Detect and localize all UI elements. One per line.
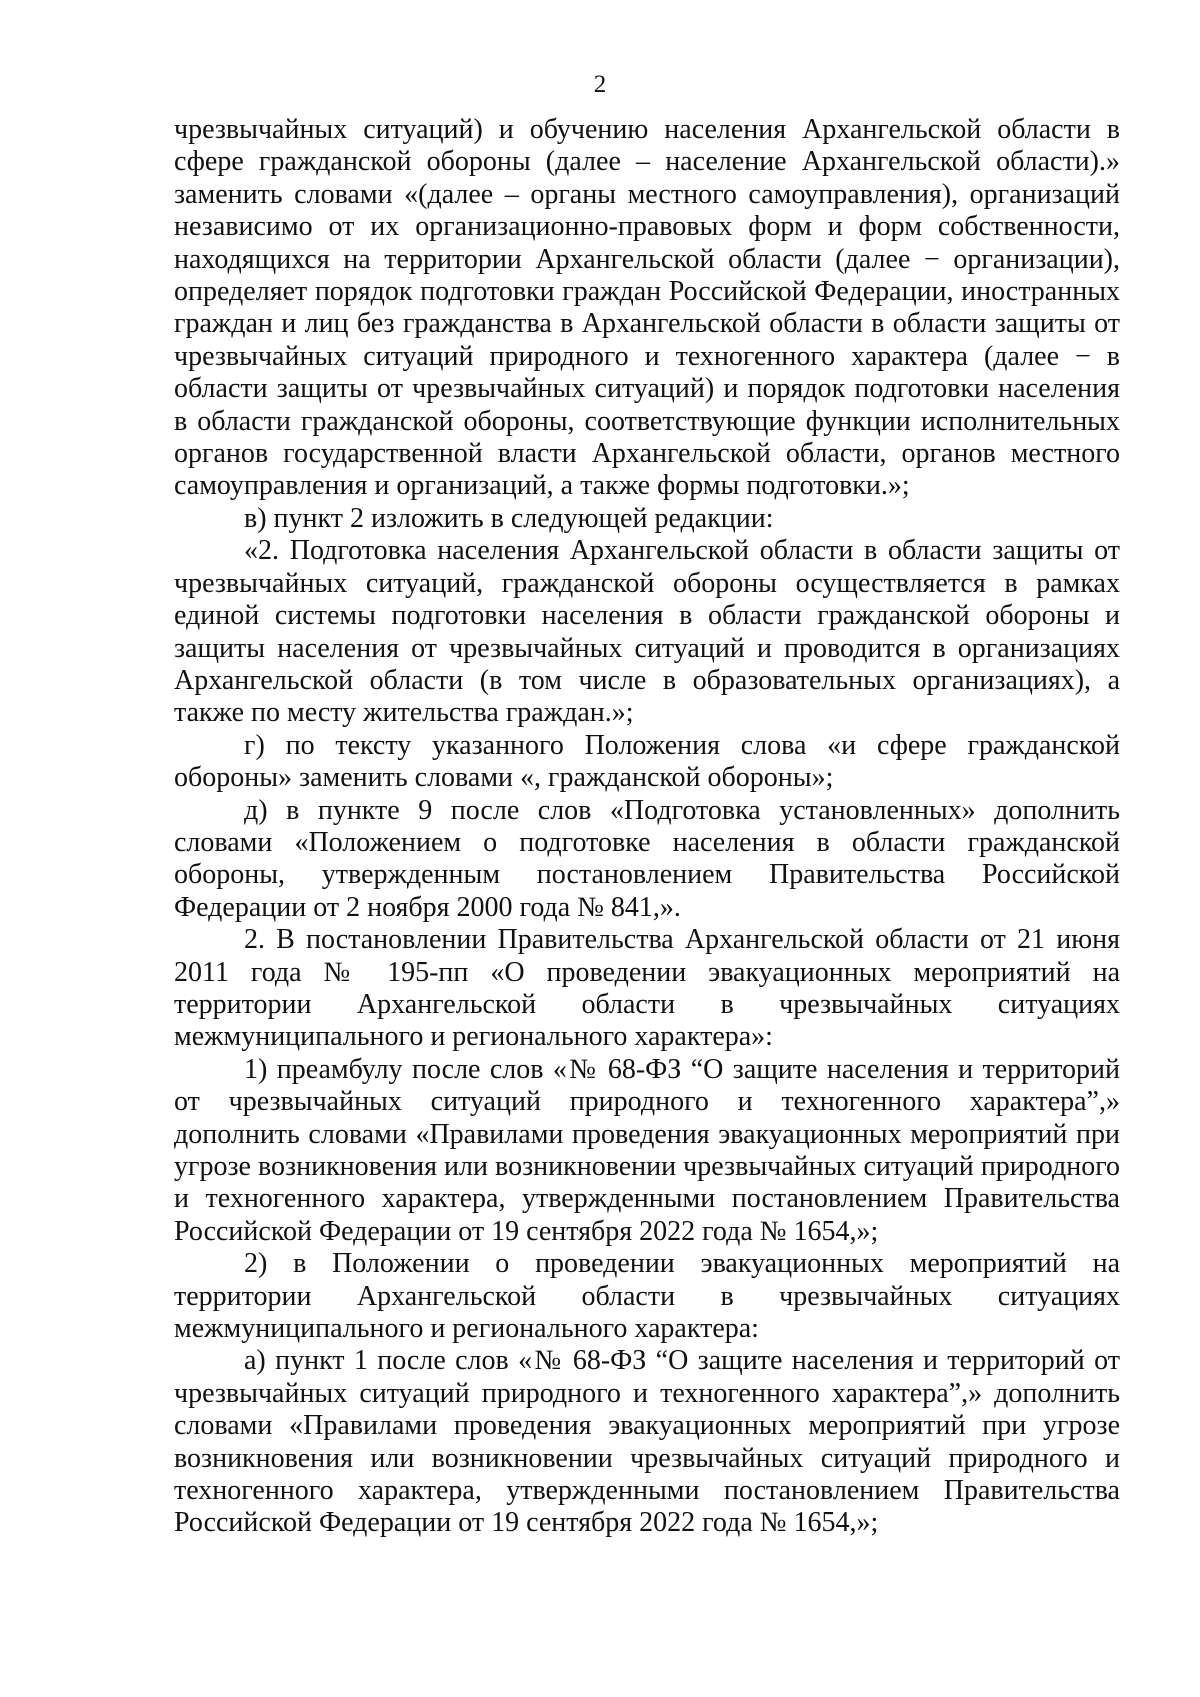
- paragraph: д) в пункте 9 после слов «Подготовка установленных» дополнить словами «Положением о подготовке населения в области гражданской обороны, утвержденным постановлением Правительства Российской Федерации от 2 ноября 2000 года № 841,».: [174, 794, 1120, 923]
- paragraph: 2) в Положении о проведении эвакуационных мероприятий на территории Архангельской области в чрезвычайных ситуациях межмуниципального и регионального характера:: [174, 1248, 1120, 1345]
- paragraph: а) пункт 1 после слов «№ 68-ФЗ “О защите населения и территорий от чрезвычайных ситуаций природного и техногенного характера”,» дополнить словами «Правилами проведения эвакуационных мероприятий при угрозе возникновения или возникновении чрезвычайных ситуаций природного и техногенного характера, утвержденными постановлением Правительства Российской Федерации от 19 сентября 2022 года № 1654,»;: [174, 1345, 1120, 1539]
- paragraph: «2. Подготовка населения Архангельской области в области защиты от чрезвычайных ситуаций, гражданской обороны осуществляется в рамках единой системы подготовки населения в области гражданской обороны и защиты населения от чрезвычайных ситуаций и проводится в организациях Архангельской области (в том числе в образовательных организациях), а также по месту жительства граждан.»;: [174, 535, 1120, 729]
- document-body: [174, 114, 1120, 1540]
- page-number: 2: [593, 71, 607, 98]
- paragraph: в) пункт 2 изложить в следующей редакции:: [244, 502, 774, 534]
- paragraph: 2. В постановлении Правительства Архангельской области от 21 июня 2011 года № 195-пп «О проведении эвакуационных мероприятий на территории Архангельской области в чрезвычайных ситуациях межмуниципального и регионального характера»:: [174, 924, 1120, 1053]
- paragraph: 1) преамбулу после слов «№ 68-ФЗ “О защите населения и территорий от чрезвычайных ситуаций природного и техногенного характера”,» дополнить словами «Правилами проведения эвакуационных мероприятий при угрозе возникновения или возникновении чрезвычайных ситуаций природного и техногенного характера, утвержденными постановлением Правительства Российской Федерации от 19 сентября 2022 года № 1654,»;: [174, 1053, 1120, 1247]
- paragraph: чрезвычайных ситуаций) и обучению населения Архангельской области в сфере гражданской обороны (далее – население Архангельской области).» заменить словами «(далее – органы местного самоуправления), организаций независимо от их организационно-правовых форм и форм собственности, находящихся на территории Архангельской области (далее − организации), определяет порядок подготовки граждан Российской Федерации, иностранных граждан и лиц без гражданства в Архангельской области в области защиты от чрезвычайных ситуаций природного и техногенного характера (далее − в области защиты от чрезвычайных ситуаций) и порядок подготовки населения в области гражданской обороны, соответствующие функции исполнительных органов государственной власти Архангельской области, органов местного самоуправления и организаций, а также формы подготовки.»;: [174, 114, 1120, 502]
- paragraph: г) по тексту указанного Положения слова «и сфере гражданской обороны» заменить словами «, гражданской обороны»;: [174, 729, 1120, 794]
